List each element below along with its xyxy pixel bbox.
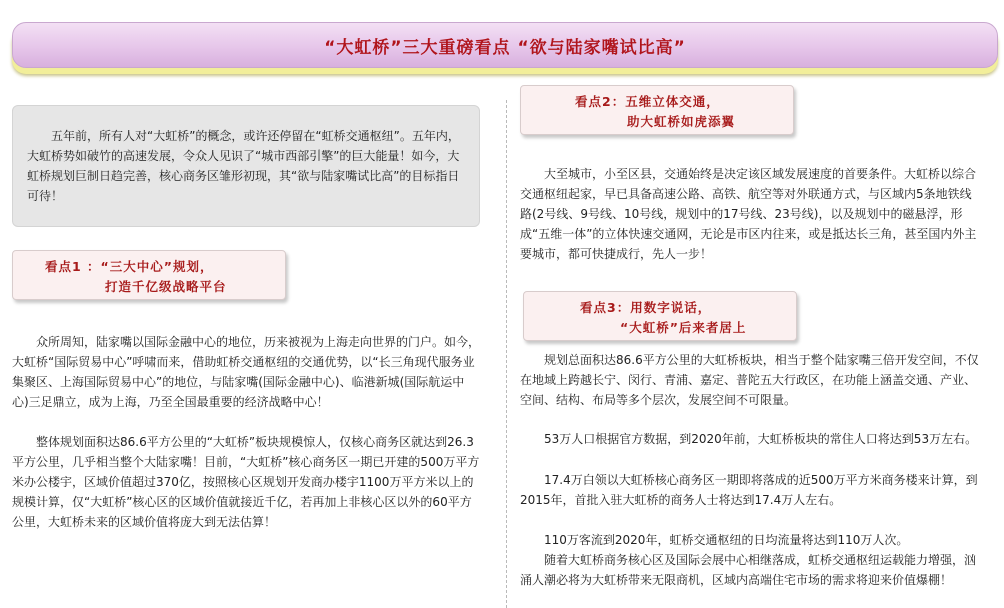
title-banner [12,22,998,68]
point3-paragraph-3: 17.4万白领以大虹桥核心商务区一期即将落成的近500万平方米商务楼来计算，到2015年，首批入驻大虹桥的商务人士将达到17.4万人左右。 [520,473,978,507]
column-divider [506,100,507,608]
point1-paragraph-2: 整体规划面积达86.6平方公里的“大虹桥”板块规模惊人，仅核心商务区就达到26.3平方公里，几乎相当整个大陆家嘴！目前，“大虹桥”核心商务区一期已开建的500万平方米办公楼宇，区域价值超过370亿，按照核心区规划开发商办楼宇1100万平方米以上的规模计算，仅“大虹桥”核心区的区域价值就接近千亿，若再加上非核心区以外的60平方公里，大虹桥未来的区域价值将庞大到无法估算！ [12,435,480,529]
point3-paragraph-2: 53万人口根据官方数据，到2020年前，大虹桥板块的常住人口将达到53万左右。 [544,432,978,446]
intro-box [12,105,480,227]
point1-paragraph-1: 众所周知，陆家嘴以国际金融中心的地位，历来被视为上海走向世界的门户。如今，大虹桥“国际贸易中心”呼啸而来，借助虹桥交通枢纽的交通优势，以“长三角现代服务业集聚区、上海国际贸易中心”的地位，与陆家嘴(国际金融中心)、临港新城(国际航运中心)三足鼎立，成为上海，乃至全国最重要的经济战略中心！ [12,335,481,409]
point2-tag-line1: 看点2：五维立体交通， [575,94,720,109]
point3-tag-line1: 看点3：用数字说话， [580,300,712,315]
point3-paragraph-5: 随着大虹桥商务核心区及国际会展中心相继落成，虹桥交通枢纽运载能力增强，汹涌人潮必将为大虹桥带来无限商机，区域内高端住宅市场的需求将迎来价值爆棚！ [520,553,977,587]
point2-tag-line2: 助大虹桥如虎添翼 [627,114,736,129]
point1-tag-line2: 打造千亿级战略平台 [105,279,227,294]
point3-paragraph-1: 规划总面积达86.6平方公里的大虹桥板块，相当于整个陆家嘴三倍开发空间，不仅在地域上跨越长宁、闵行、青浦、嘉定、普陀五大行政区，在功能上涵盖交通、产业、空间、结构、布局等多个层次，发展空间不可限量。 [520,353,979,407]
page-title: “大虹桥”三大重磅看点 “欲与陆家嘴试比高” [324,38,686,58]
point3-tag [523,291,797,341]
point3-paragraph-4: 110万客流到2020年，虹桥交通枢纽的日均流量将达到110万人次。 [544,533,909,547]
intro-text: 五年前，所有人对“大虹桥”的概念，或许还停留在“虹桥交通枢纽”。五年内，大虹桥势如破竹的高速发展，令众人见识了“城市西部引擎”的巨大能量！如今，大虹桥规划巨制日趋完善，核心商务区雏形初现，其“欲与陆家嘴试比高”的目标指日可待！ [27,129,460,203]
point2-paragraph-1: 大至城市，小至区县，交通始终是决定该区域发展速度的首要条件。大虹桥以综合交通枢纽起家，早已具备高速公路、高铁、航空等对外联通方式，与区域内5条地铁线路(2号线、9号线、10号线，规划中的17号线、23号线)，以及规划中的磁悬浮，形成“五维一体”的立体快速交通网，无论是市区内往来，或是抵达长三角，甚至国内外主要城市，都可快捷成行，先人一步！ [520,167,977,261]
point1-tag-line1: 看点1 ：“三大中心”规划， [45,259,214,274]
point2-tag [520,85,794,135]
point1-tag [12,250,286,300]
point3-tag-line2: “大虹桥”后来者居上 [620,320,747,335]
